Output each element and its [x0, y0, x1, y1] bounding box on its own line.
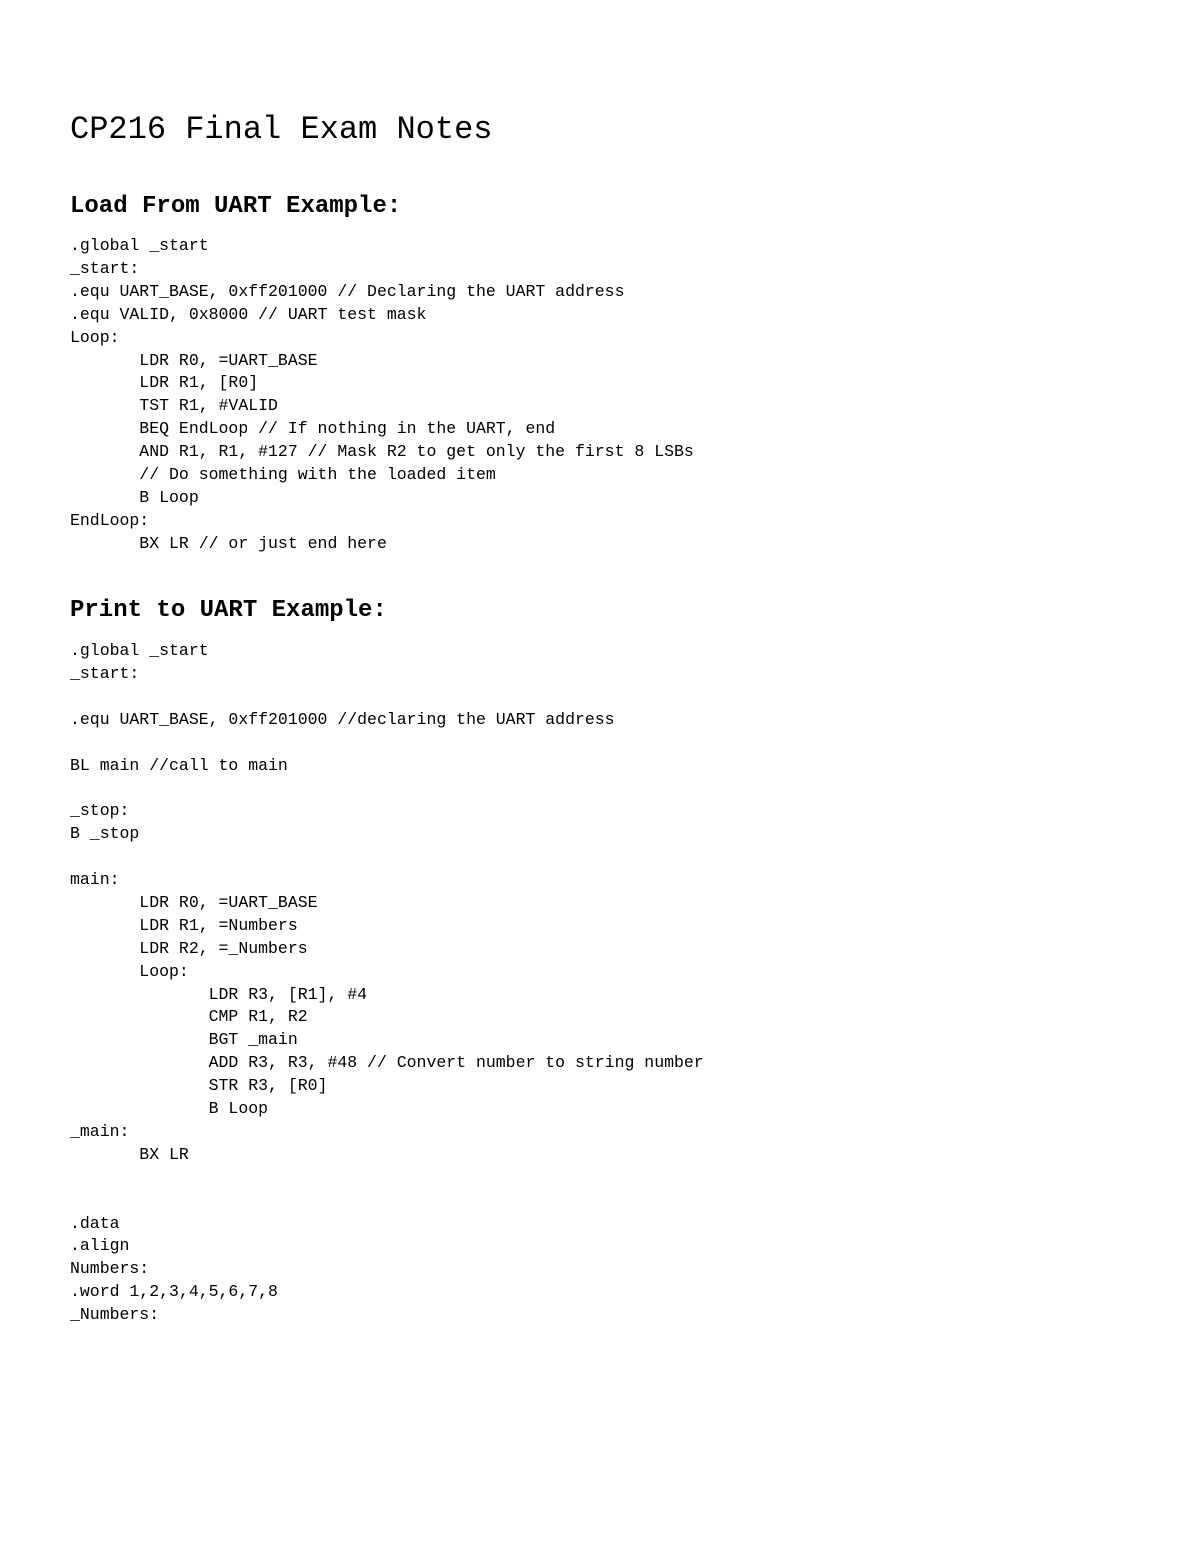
code-line: .word 1,2,3,4,5,6,7,8: [70, 1282, 278, 1302]
code-line: B Loop: [70, 1099, 269, 1119]
code-line: EndLoop:: [70, 510, 150, 530]
code-line: LDR R0, =UART_BASE: [70, 892, 318, 912]
code-line: main:: [70, 870, 120, 889]
code-line: _start:: [70, 258, 140, 278]
code-line: [70, 732, 704, 755]
code-block-load-from-uart: [70, 235, 694, 556]
code-line: BX LR: [70, 1144, 189, 1164]
code-line: Loop:: [70, 327, 120, 347]
code-line: .global _start: [70, 641, 209, 660]
code-line: _main:: [70, 1121, 130, 1141]
code-line: .data: [70, 1213, 120, 1233]
code-line: _Numbers:: [70, 1305, 160, 1325]
code-line: ADD R3, R3, #48 // Convert number to string number: [70, 1053, 704, 1073]
code-line: .equ UART_BASE, 0xff201000 //declaring the UART address: [70, 709, 615, 729]
code-line: [70, 1190, 704, 1213]
code-line: [70, 777, 704, 800]
code-line: [70, 1167, 704, 1190]
section-heading-print-to-uart: Print to UART Example:: [70, 597, 387, 624]
code-line: // Do something with the loaded item: [70, 465, 496, 485]
code-line: AND R1, R1, #127 // Mask R2 to get only the first 8 LSBs: [70, 442, 694, 462]
code-line: .equ UART_BASE, 0xff201000 // Declaring the UART address: [70, 281, 625, 301]
code-line: _stop:: [70, 801, 130, 821]
code-line: CMP R1, R2: [70, 1007, 308, 1027]
code-line: [70, 686, 704, 709]
code-line: .equ VALID, 0x8000 // UART test mask: [70, 304, 427, 324]
code-line: BL main //call to main: [70, 755, 288, 775]
code-line: LDR R1, =Numbers: [70, 915, 298, 935]
code-line: STR R3, [R0]: [70, 1076, 328, 1096]
code-line: LDR R3, [R1], #4: [70, 984, 368, 1004]
code-line: LDR R0, =UART_BASE: [70, 350, 318, 370]
code-line: TST R1, #VALID: [70, 396, 278, 416]
code-block-print-to-uart: [70, 640, 704, 1327]
code-line: _start:: [70, 663, 140, 683]
code-line: Loop:: [70, 961, 189, 981]
code-line: [70, 846, 704, 869]
code-line: B Loop: [70, 487, 199, 507]
code-line: .global _start: [70, 236, 209, 255]
page-title: CP216 Final Exam Notes: [70, 111, 493, 148]
code-line: LDR R2, =_Numbers: [70, 938, 308, 958]
code-line: BEQ EndLoop // If nothing in the UART, end: [70, 419, 556, 439]
code-line: Numbers:: [70, 1259, 150, 1279]
code-line: BGT _main: [70, 1030, 298, 1050]
section-heading-load-from-uart: Load From UART Example:: [70, 193, 402, 220]
code-line: LDR R1, [R0]: [70, 373, 259, 393]
code-line: .align: [70, 1236, 130, 1256]
code-line: BX LR // or just end here: [70, 533, 387, 553]
code-line: B _stop: [70, 824, 140, 844]
